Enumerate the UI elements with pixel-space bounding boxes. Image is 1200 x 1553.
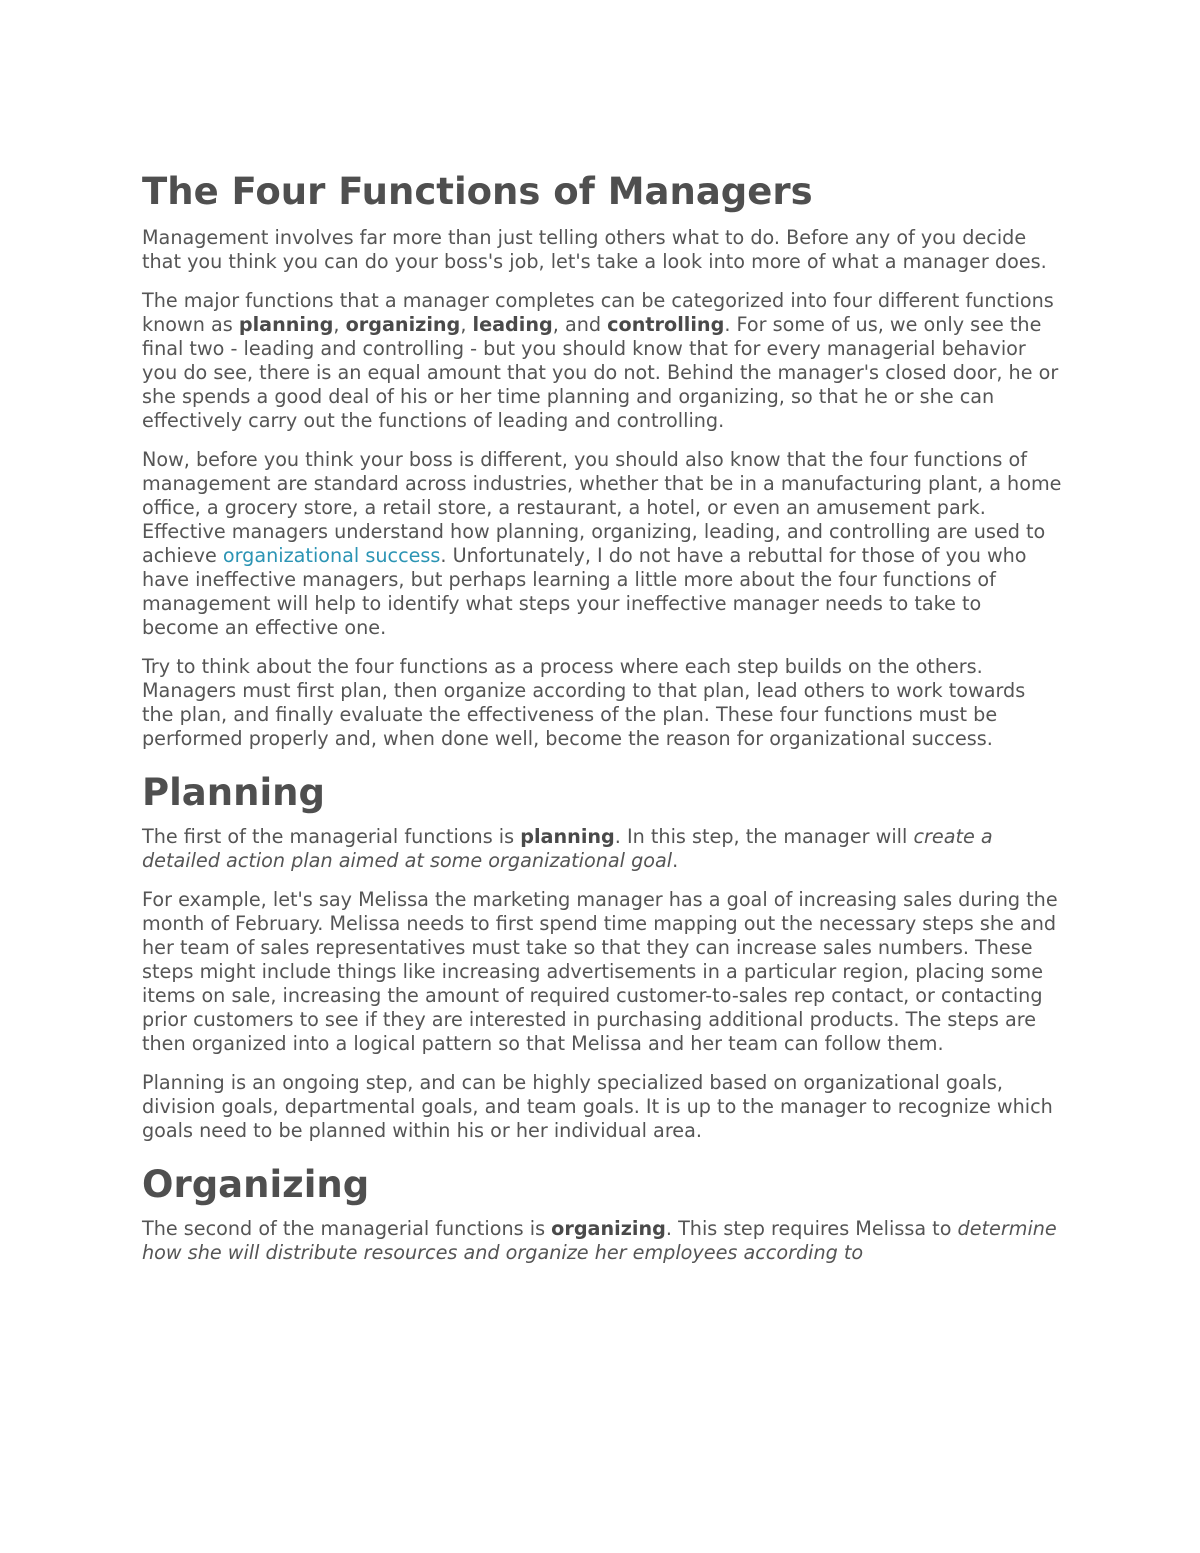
intro-paragraph-2 (142, 289, 1062, 433)
planning-heading: Planning (142, 771, 325, 814)
text-run: , (460, 313, 473, 336)
intro-paragraph-3 (142, 448, 1062, 640)
term-leading: leading (472, 313, 553, 336)
text-run: , and (552, 313, 608, 336)
text-run: . In this step, the manager will (614, 825, 914, 848)
organizing-heading: Organizing (142, 1163, 370, 1206)
text-run: . Unfortunately, I do not have a rebuttal for those of you who have ineffective managers, but perhaps learning a little more about the four functions of management will help to identify what steps your ineffective manager needs to take to become an effective one. (142, 544, 1027, 639)
planning-paragraph-1 (142, 825, 1062, 873)
document-title: The Four Functions of Managers (142, 170, 813, 213)
planning-paragraph-2: For example, let's say Melissa the marketing manager has a goal of increasing sales during the month of February. Melissa needs to first spend time mapping out the necessary steps she and her team of sales representatives must take so that they can increase sales numbers. These steps might include things like increasing advertisements in a particular region, placing some items on sale, increasing the amount of required customer-to-sales rep contact, or contacting prior customers to see if they are interested in purchasing additional products. The steps are then organized into a logical pattern so that Melissa and her team can follow them. (142, 888, 1058, 1055)
organizing-paragraph-1 (142, 1217, 1062, 1265)
term-planning: planning (520, 825, 615, 848)
organizational-success-link[interactable]: organizational success (222, 544, 441, 567)
text-run: , (333, 313, 346, 336)
text-run: . For some of us, we only see the final two - leading and controlling - but you should know that for every managerial behavior you do see, there is an equal amount that you do not. Behind the manager's closed door, he or she spends a good deal of his or her time planning and organizing, so that he or she can effectively carry out the functions of leading and controlling. (142, 313, 1059, 432)
intro-paragraph-1: Management involves far more than just telling others what to do. Before any of you decide that you think you can do your boss's job, let's take a look into more of what a manager does. (142, 226, 1047, 273)
term-planning: planning (238, 313, 334, 336)
term-organizing: organizing (345, 313, 461, 336)
planning-paragraph-3: Planning is an ongoing step, and can be highly specialized based on organizational goals, division goals, departmental goals, and team goals. It is up to the manager to recognize which goals need to be planned within his or her individual area. (142, 1071, 1053, 1142)
text-run: The major functions that a manager completes can be categorized into four different functions known as (142, 289, 1054, 336)
term-controlling: controlling (607, 313, 725, 336)
text-run: . (672, 849, 679, 872)
text-run: Now, before you think your boss is different, you should also know that the four functions of management are standard across industries, whether that be in a manufacturing plant, a home office, a grocery store, a retail store, a restaurant, a hotel, or even an amusement park. Effective managers understand how planning, organizing, leading, and controlling are used to achieve (142, 448, 1062, 567)
text-run: . This step requires Melissa to (665, 1217, 958, 1240)
emphasis-text: create a detailed action plan aimed at some organizational goal (142, 825, 993, 872)
document-page (142, 168, 1062, 1280)
term-organizing: organizing (551, 1217, 666, 1240)
intro-paragraph-4: Try to think about the four functions as a process where each step builds on the others. Managers must first plan, then organize according to that plan, lead others to work towards the plan, and finally evaluate the effectiveness of the plan. These four functions must be performed properly and, when done well, become the reason for organizational success. (142, 655, 1026, 750)
emphasis-text: determine how she will distribute resources and organize her employees according to (142, 1217, 1057, 1264)
text-run: The second of the managerial functions is (142, 1217, 552, 1240)
text-run: The first of the managerial functions is (142, 825, 521, 848)
